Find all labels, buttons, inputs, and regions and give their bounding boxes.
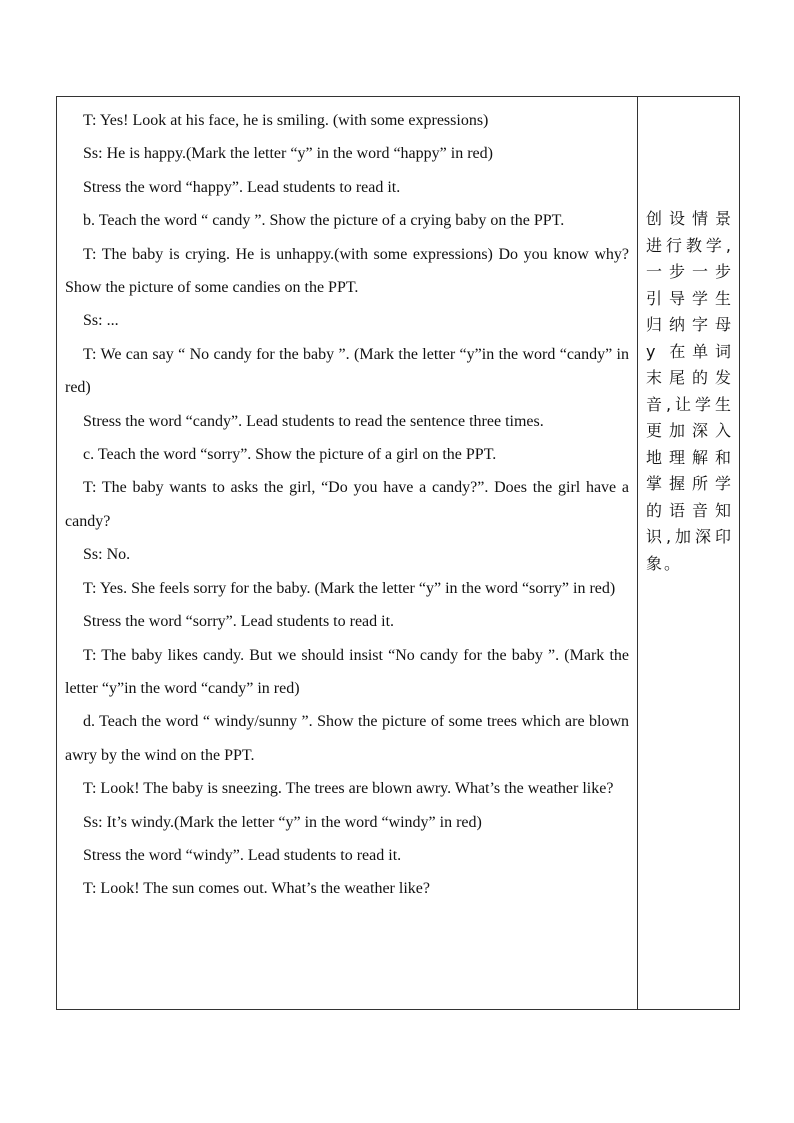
paragraph: T: The baby wants to asks the girl, “Do you have a candy?”. Does the girl have a candy? xyxy=(65,479,629,530)
paragraph: T: The baby likes candy. But we should insist “No candy for the baby ”. (Mark the letter “y”in the word “candy” in red) xyxy=(65,646,629,697)
paragraph: T: Look! The baby is sneezing. The trees are blown awry. What’s the weather like? xyxy=(83,780,614,798)
lesson-table xyxy=(56,96,740,1010)
paragraph: T: We can say “ No candy for the baby ”. (Mark the letter “y”in the word “candy” in red) xyxy=(65,345,629,397)
paragraph: Ss: No. xyxy=(83,546,131,564)
paragraph: Ss: ... xyxy=(83,312,119,330)
design-intent-note: 创设情景进行教学,一步一步引导学生归纳字母 y 在单词末尾的发音,让学生更加深入地理解和掌握所学的语音知识,加深印象。 xyxy=(646,209,733,573)
paragraph: Stress the word “happy”. Lead students to read it. xyxy=(83,178,401,196)
paragraph: T: Look! The sun comes out. What’s the weather like? xyxy=(83,880,430,898)
paragraph: b. Teach the word “ candy ”. Show the picture of a crying baby on the PPT. xyxy=(83,212,565,230)
paragraph: T: Yes! Look at his face, he is smiling. (with some expressions) xyxy=(83,112,489,129)
design-intent-cell xyxy=(638,97,740,1010)
paragraph: Ss: He is happy.(Mark the letter “y” in the word “happy” in red) xyxy=(83,145,493,163)
paragraph: d. Teach the word “ windy/sunny ”. Show the picture of some trees which are blown awry by the wind on the PPT. xyxy=(65,713,629,764)
paragraph: Stress the word “candy”. Lead students to read the sentence three times. xyxy=(83,412,544,430)
table-row xyxy=(57,97,740,1010)
procedure-cell xyxy=(57,97,638,1010)
procedure-text xyxy=(57,97,637,906)
paragraph: T: The baby is crying. He is unhappy.(with some expressions) Do you know why?Show the picture of some candies on the PPT. xyxy=(65,245,629,297)
paragraph: Ss: It’s windy.(Mark the letter “y” in the word “windy” in red) xyxy=(83,813,482,831)
paragraph: Stress the word “sorry”. Lead students to read it. xyxy=(83,613,395,631)
paragraph: c. Teach the word “sorry”. Show the picture of a girl on the PPT. xyxy=(83,446,497,464)
paragraph: T: Yes. She feels sorry for the baby. (Mark the letter “y” in the word “sorry” in red) xyxy=(83,579,616,597)
paragraph: Stress the word “windy”. Lead students to read it. xyxy=(83,846,402,864)
